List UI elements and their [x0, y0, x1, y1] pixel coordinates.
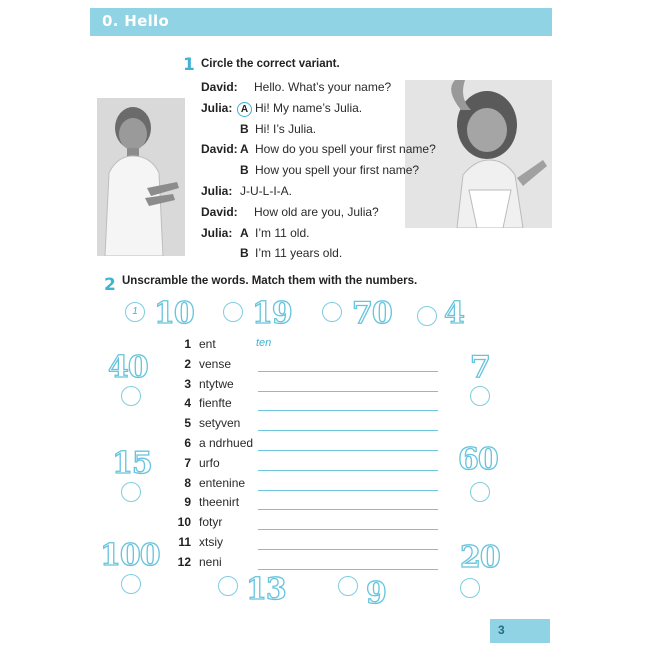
item-number: 6 [184, 436, 191, 450]
number-top-2: 19 [252, 296, 292, 331]
dialogue-line: J-U-L-I-A. [240, 184, 292, 198]
answer-circle-example [125, 302, 145, 322]
exercise-2-number: 2 [104, 275, 116, 295]
answer-circle[interactable] [121, 574, 141, 594]
answer-circle[interactable] [121, 482, 141, 502]
scrambled-word: entenine [199, 476, 246, 490]
answer-circle[interactable] [121, 386, 141, 406]
dialogue-line: I’m 11 old. [255, 226, 310, 240]
option-letter[interactable]: B [240, 163, 249, 177]
answer-circle[interactable] [338, 576, 358, 596]
dialogue-line: How do you spell your first name? [255, 142, 436, 156]
item-number: 4 [184, 396, 191, 410]
speaker-name: Julia: [201, 184, 233, 198]
speaker-name: Julia: [201, 101, 233, 115]
answer-circle[interactable] [223, 302, 243, 322]
answer-line[interactable] [258, 450, 438, 451]
answer-line[interactable] [258, 490, 438, 491]
scrambled-word: urfo [199, 456, 220, 470]
section-header [90, 8, 552, 36]
boy-photo [97, 98, 185, 256]
number-top-3: 70 [352, 296, 392, 331]
item-number: 10 [177, 515, 191, 529]
number-right-3: 20 [460, 540, 500, 575]
dialogue-line: Hi! I’s Julia. [255, 122, 317, 136]
answer-circle[interactable] [470, 482, 490, 502]
scrambled-word: ntytwe [199, 377, 234, 391]
item-number: 11 [178, 535, 191, 549]
option-letter[interactable]: A [240, 226, 249, 240]
number-right-1: 7 [470, 350, 490, 385]
item-number: 12 [177, 555, 191, 569]
speaker-name: Julia: [201, 226, 233, 240]
dialogue-line: How old are you, Julia? [254, 205, 379, 219]
number-left-2: 15 [112, 446, 152, 481]
answer-line[interactable] [258, 529, 438, 530]
dialogue-line: I’m 11 years old. [255, 246, 343, 260]
section-title: 0. Hello [102, 12, 170, 30]
option-letter[interactable]: B [240, 246, 249, 260]
answer-line[interactable] [258, 391, 438, 392]
speaker-name: David: [201, 80, 238, 94]
exercise-1-instruction: Circle the correct variant. [201, 58, 340, 70]
number-bottom-2: 9 [366, 576, 386, 611]
item-number: 2 [184, 357, 191, 371]
item-number: 1 [184, 337, 191, 351]
item-number: 9 [184, 495, 191, 509]
answer-circle[interactable] [460, 578, 480, 598]
scrambled-word: a ndrhued [199, 436, 254, 450]
page-footer [490, 619, 550, 643]
answer-line[interactable] [258, 509, 438, 510]
answer-circle[interactable] [417, 306, 437, 326]
scrambled-word: xtsiy [199, 535, 223, 549]
example-answer: ten [256, 337, 272, 349]
exercise-2-instruction: Unscramble the words. Match them with the numbers. [122, 275, 418, 287]
number-left-3: 100 [100, 538, 160, 573]
number-right-2: 60 [458, 442, 498, 477]
number-bottom-1: 13 [246, 572, 286, 607]
page-number: 3 [498, 623, 505, 637]
item-number: 7 [184, 456, 191, 470]
answer-line[interactable] [258, 470, 438, 471]
item-number: 8 [184, 476, 191, 490]
answer-line[interactable] [258, 430, 438, 431]
exercise-1-number: 1 [183, 55, 195, 75]
answer-line[interactable] [258, 549, 438, 550]
scrambled-word: theenirt [199, 495, 240, 509]
answer-line[interactable] [258, 569, 438, 570]
scrambled-word: fotyr [199, 515, 223, 529]
item-number: 3 [184, 377, 191, 391]
dialogue-line: Hi! My name’s Julia. [255, 101, 363, 115]
scrambled-word: neni [199, 555, 222, 569]
scrambled-word: setyven [199, 416, 241, 430]
dialogue-line: How you spell your first name? [255, 163, 420, 177]
scrambled-word: vense [199, 357, 232, 371]
speaker-name: David: [201, 142, 238, 156]
answer-line[interactable] [258, 371, 438, 372]
answer-circle[interactable] [322, 302, 342, 322]
scrambled-word: ent [199, 337, 216, 351]
example-circle-label: 1 [132, 306, 138, 317]
number-left-1: 40 [108, 350, 148, 385]
speaker-name: David: [201, 205, 238, 219]
number-top-4: 4 [444, 296, 464, 331]
answer-circle[interactable] [218, 576, 238, 596]
option-circled[interactable]: A [237, 102, 252, 117]
answer-circle[interactable] [470, 386, 490, 406]
option-letter[interactable]: B [240, 122, 249, 136]
number-top-1: 10 [154, 296, 194, 331]
item-number: 5 [184, 416, 191, 430]
dialogue-line: Hello. What’s your name? [254, 80, 392, 94]
option-letter[interactable]: A [240, 142, 249, 156]
answer-line[interactable] [258, 410, 438, 411]
scrambled-word: fienfte [199, 396, 232, 410]
